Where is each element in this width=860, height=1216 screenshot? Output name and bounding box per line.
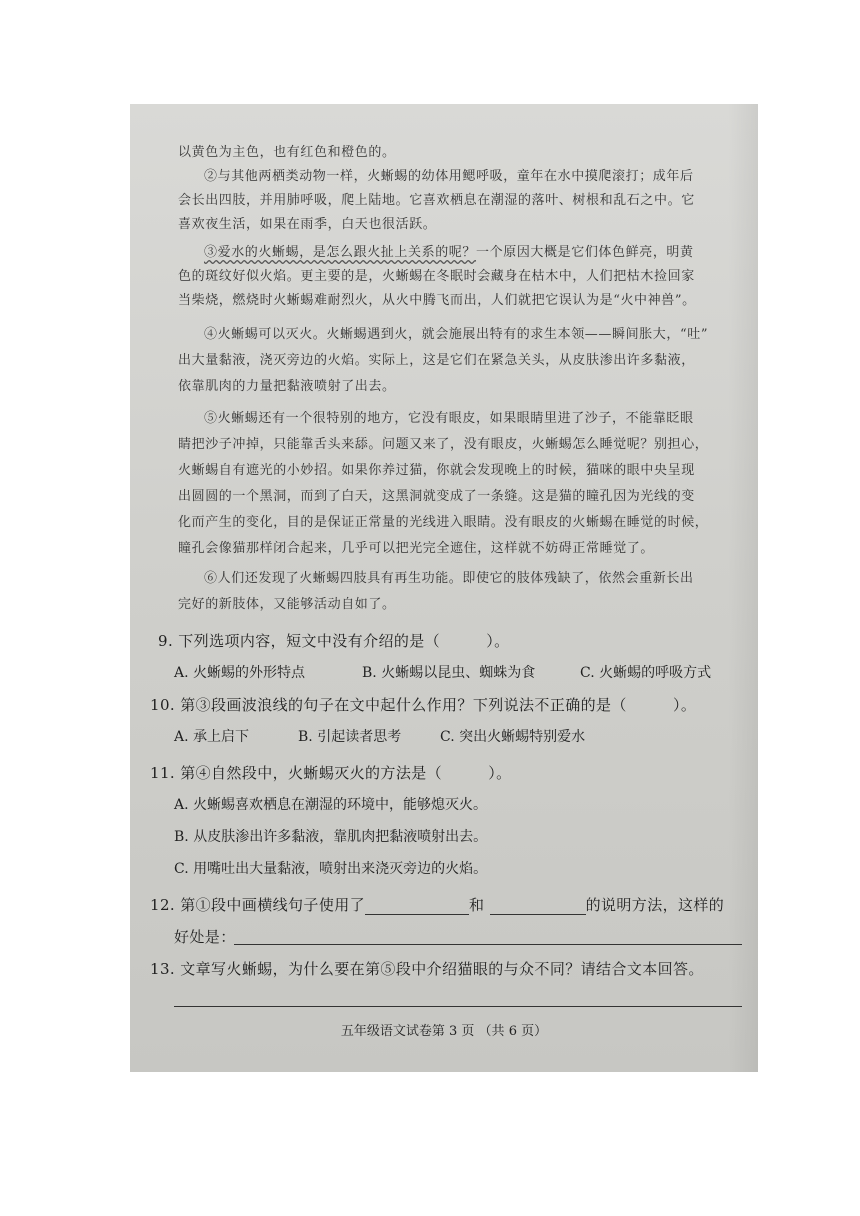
p5-line-5: 化而产生的变化，目的是保证正常量的光线进入眼睛。没有眼皮的火蜥蜴在睡觉的时候， bbox=[178, 515, 709, 530]
p4-line-2: 出大量黏液，浇灭旁边的火焰。实际上，这是它们在紧急关头，从皮肤渗出许多黏液， bbox=[178, 353, 695, 368]
q13-answer-line[interactable] bbox=[174, 1006, 742, 1007]
q10-option-b[interactable]: B. 引起读者思考 bbox=[298, 729, 402, 745]
p4-line-1: ④火蜥蜴可以灭火。火蜥蜴遇到火，就会施展出特有的求生本领——瞬间胀大，“吐” bbox=[204, 327, 709, 342]
question-11: 11. 第④自然段中，火蜥蜴灭火的方法是（ ）。 bbox=[150, 764, 512, 782]
q12-answer-line[interactable] bbox=[234, 944, 742, 945]
q9-option-c[interactable]: C. 火蜥蜴的呼吸方式 bbox=[580, 665, 712, 681]
question-12 bbox=[150, 894, 724, 915]
p5-line-3: 火蜥蜴自有遮光的小妙招。如果你养过猫，你就会发现晚上的时候，猫咪的眼中央呈现 bbox=[178, 463, 695, 478]
q10-option-c[interactable]: C. 突出火蜥蜴特别爱水 bbox=[440, 729, 586, 745]
p2-line-2: 会长出四肢，并用肺呼吸，爬上陆地。它喜欢栖息在潮湿的落叶、树根和乱石之中。它 bbox=[178, 193, 695, 208]
p3-line-1 bbox=[204, 244, 758, 261]
p6-line-2: 完好的新肢体，又能够活动自如了。 bbox=[178, 597, 396, 612]
p5-line-2: 睛把沙子冲掉，只能靠舌头来舔。问题又来了，没有眼皮，火蜥蜴怎么睡觉呢？别担心， bbox=[178, 437, 709, 452]
exam-page-photo bbox=[130, 104, 758, 1072]
q12-blank-1[interactable] bbox=[365, 900, 469, 915]
q10-option-a[interactable]: A. 承上启下 bbox=[174, 729, 250, 745]
p6-line-1: ⑥人们还发现了火蜥蜴四肢具有再生功能。即使它的肢体残缺了，依然会重新长出 bbox=[204, 571, 694, 586]
page-footer: 五年级语文试卷第 3 页 （共 6 页） bbox=[340, 1024, 548, 1039]
p3-wavy-sentence: ③爱水的火蜥蜴，是怎么跟火扯上关系的呢？ bbox=[204, 245, 477, 260]
p2-line-3: 喜欢夜生活，如果在雨季，白天也很活跃。 bbox=[178, 217, 437, 232]
q12-line-2: 好处是： bbox=[174, 928, 236, 946]
passage-intro-line: 以黄色为主色，也有红色和橙色的。 bbox=[178, 145, 396, 160]
p2-line-1: ②与其他两栖类动物一样，火蜥蜴的幼体用鳃呼吸，童年在水中摸爬滚打；成年后 bbox=[204, 169, 694, 184]
p3-line-1-rest: 一个原因大概是它们体色鲜亮，明黄 bbox=[476, 245, 694, 260]
q9-option-a[interactable]: A. 火蜥蜴的外形特点 bbox=[174, 665, 306, 681]
p5-line-6: 瞳孔会像猫那样闭合起来，几乎可以把光完全遮住，这样就不妨碍正常睡觉了。 bbox=[178, 541, 655, 556]
p5-line-1: ⑤火蜥蜴还有一个很特别的地方，它没有眼皮，如果眼睛里进了沙子，不能靠眨眼 bbox=[204, 411, 694, 426]
q12-blank-2[interactable] bbox=[490, 900, 586, 915]
question-10: 10. 第③段画波浪线的句子在文中起什么作用？下列说法不正确的是（ ）。 bbox=[150, 696, 697, 714]
p5-line-4: 出圆圆的一个黑洞，而到了白天，这黑洞就变成了一条缝。这是猫的瞳孔因为光线的变 bbox=[178, 489, 695, 504]
q12-text-part3: 的说明方法，这样的 bbox=[585, 896, 725, 914]
p3-line-2: 色的斑纹好似火焰。更主要的是，火蜥蜴在冬眠时会藏身在枯木中，人们把枯木捡回家 bbox=[178, 269, 695, 284]
q12-text-part1: 12. 第①段中画横线句子使用了 bbox=[150, 896, 366, 914]
question-13: 13. 文章写火蜥蜴，为什么要在第⑤段中介绍猫眼的与众不同？请结合文本回答。 bbox=[150, 960, 704, 978]
question-9: 9. 下列选项内容，短文中没有介绍的是（ ）。 bbox=[158, 632, 510, 650]
q11-option-b[interactable]: B. 从皮肤渗出许多黏液，靠肌肉把黏液喷射出去。 bbox=[174, 829, 488, 845]
q11-option-a[interactable]: A. 火蜥蜴喜欢栖息在潮湿的环境中，能够熄灭火。 bbox=[174, 797, 488, 813]
p4-line-3: 依靠肌肉的力量把黏液喷射了出去。 bbox=[178, 379, 396, 394]
q11-option-c[interactable]: C. 用嘴吐出大量黏液，喷射出来浇灭旁边的火焰。 bbox=[174, 861, 488, 877]
p3-line-3: 当柴烧，燃烧时火蜥蜴难耐烈火，从火中腾飞而出，人们就把它误认为是“火中神兽”。 bbox=[178, 293, 696, 308]
q9-option-b[interactable]: B. 火蜥蜴以昆虫、蜘蛛为食 bbox=[362, 665, 536, 681]
q12-text-part2: 和 bbox=[469, 896, 485, 914]
